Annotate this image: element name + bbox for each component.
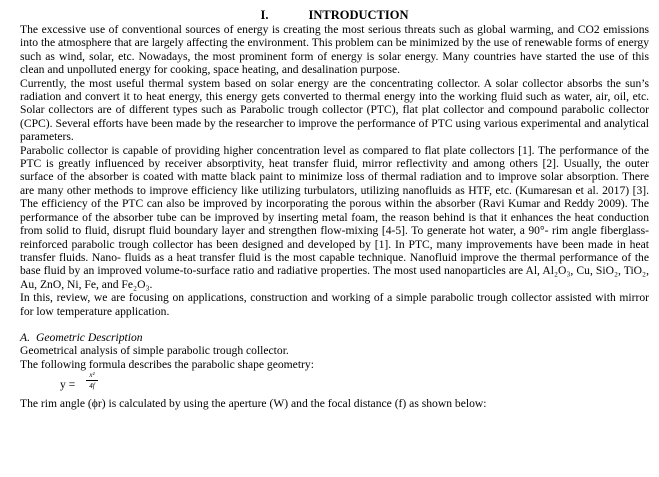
subsection-heading <box>20 331 649 344</box>
geometry-line-3: The rim angle (ϕr) is calculated by using the aperture (W) and the focal distance (f) as shown below: <box>20 397 487 411</box>
formula-fraction <box>86 371 98 390</box>
subsection-letter: A. <box>20 330 30 344</box>
geometry-line-1: Geometrical analysis of simple parabolic trough collector. <box>20 344 289 358</box>
parabola-formula <box>60 371 649 397</box>
formula-lhs: y = <box>60 378 76 392</box>
heading-number: I. <box>260 8 269 22</box>
paragraph-2: Currently, the most useful thermal system based on solar energy are the concentrating collector. A solar collector absorbs the sun’s radiation and convert it to heat energy, this energy gets converted to thermal energy into the working fluid such as water, air, oil, etc. Solar collectors are of different types such as Parabolic trough collector (PTC), flat plat collector and compound parabolic collector (CPC). Several efforts have been made by the researcher to improve the performance of PTC using various experimental and analytical parameters. <box>20 76 649 144</box>
subsection-title: Geometric Description <box>36 330 143 344</box>
heading-title: INTRODUCTION <box>308 8 409 22</box>
spacer <box>20 318 649 331</box>
formula-denominator: 4f <box>89 382 95 391</box>
section-heading <box>20 8 649 23</box>
paragraph-3: Parabolic collector is capable of providing higher concentration level as compared to flat plate collectors [1]. The performance of the PTC is greatly influenced by receiver absorptivity, heat transfer fluid, mirror reflectivity and among others [2]. Usually, the outer surface of the absorber is coated with matte black paint to minimize loss of thermal radiation and to improve solar absorption. There are many other methods to improve efficiency like utilizing turbulators, utilizing nanofluids as HTF, etc. (Kumaresan et al. 2017) [3]. The efficiency of the PTC can also be improved by incorporating the porous within the absorber (Ravi Kumar and Reddy 2009). The performance of the absorber tube can be improved by inserting metal foam, the reason behind is that it enhances the heat conduction from solid to fluid, disrupt fluid boundary layer and strengthen flow-mixing [4-5]. To generate hot water, a 90°- rim angle fiberglass- reinforced parabolic trough collector has been designed and developed by [1]. In PTC, many improvements have been made in heat transfer fluids. Nano- fluids as a heat transfer fluid is the most capable technique. Nanofluid improve the thermal performance of the base fluid by an improved volume-to-surface ratio and radiative properties. The most used nanoparticles are Al, Al₂O₃, Cu, SiO₂, TiO₂, Au, ZnO, Ni, Fe, and Fe₂O₃. <box>20 143 649 291</box>
fraction-bar <box>86 380 98 381</box>
paragraph-1: The excessive use of conventional sources of energy is creating the most serious threats such as global warming, and CO2 emissions into the atmosphere that are largely affecting the environment. This problem can be minimized by the use of renewable forms of energy such as wind, solar, etc. Nowadays, the most prominent form of energy is solar energy. Many countries have started the use of this clean and unpolluted energy for cooking, space heating, and desalination purpose. <box>20 23 649 77</box>
formula-numerator: x² <box>89 371 95 380</box>
paragraph-4: In this, review, we are focusing on applications, construction and working of a simple parabolic trough collector assisted with mirror for low temperature application. <box>20 291 649 318</box>
geometry-line-2: The following formula describes the parabolic shape geometry: <box>20 357 314 371</box>
